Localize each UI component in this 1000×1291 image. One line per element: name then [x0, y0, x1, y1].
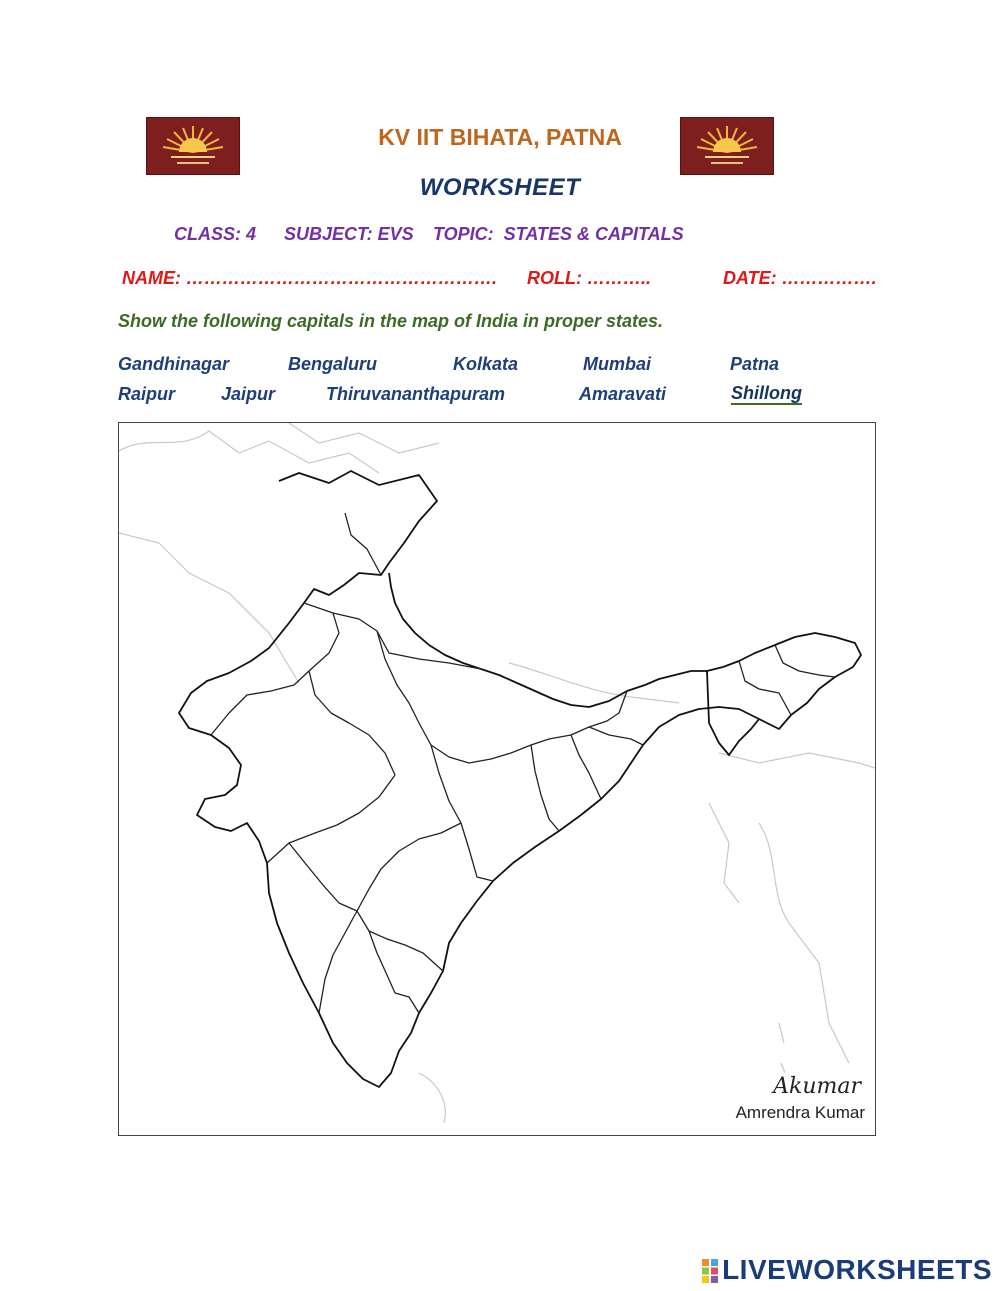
name-field[interactable]: NAME: …………………………………………….: [122, 268, 497, 288]
capital-mumbai: Mumbai: [583, 354, 652, 374]
capital-bengaluru: Bengaluru: [288, 354, 378, 374]
capital-patna: Patna: [730, 354, 780, 374]
capital-kolkata: Kolkata: [453, 354, 519, 374]
capital-amaravati: Amaravati: [579, 384, 667, 404]
capital-raipur: Raipur: [118, 384, 176, 404]
liveworksheets-logo-icon: [702, 1258, 718, 1282]
capital-jaipur: Jaipur: [221, 384, 276, 404]
instruction-text: Show the following capitals in the map of India in proper states.: [118, 311, 664, 331]
school-name: KV IIT BIHATA, PATNA: [378, 124, 622, 150]
india-outline-map: [119, 423, 875, 1135]
class-label: CLASS: 4: [174, 224, 257, 244]
worksheet-title: WORKSHEET: [419, 174, 581, 201]
date-field[interactable]: DATE: …………….: [723, 268, 877, 288]
roll-field[interactable]: ROLL: ………..: [527, 268, 651, 288]
capital-gandhinagar: Gandhinagar: [118, 354, 230, 374]
capital-shillong: Shillong: [731, 383, 802, 403]
map-signature: Akumar: [773, 1074, 861, 1099]
capital-thiruvananthapuram: Thiruvananthapuram: [326, 384, 506, 404]
liveworksheets-brand[interactable]: [702, 1254, 992, 1286]
subject-label: SUBJECT: EVS: [284, 224, 414, 244]
india-map[interactable]: [118, 422, 876, 1136]
topic-label: TOPIC: STATES & CAPITALS: [433, 224, 684, 244]
map-author: Amrendra Kumar: [735, 1103, 865, 1122]
liveworksheets-text: LIVEWORKSHEETS: [722, 1254, 992, 1285]
